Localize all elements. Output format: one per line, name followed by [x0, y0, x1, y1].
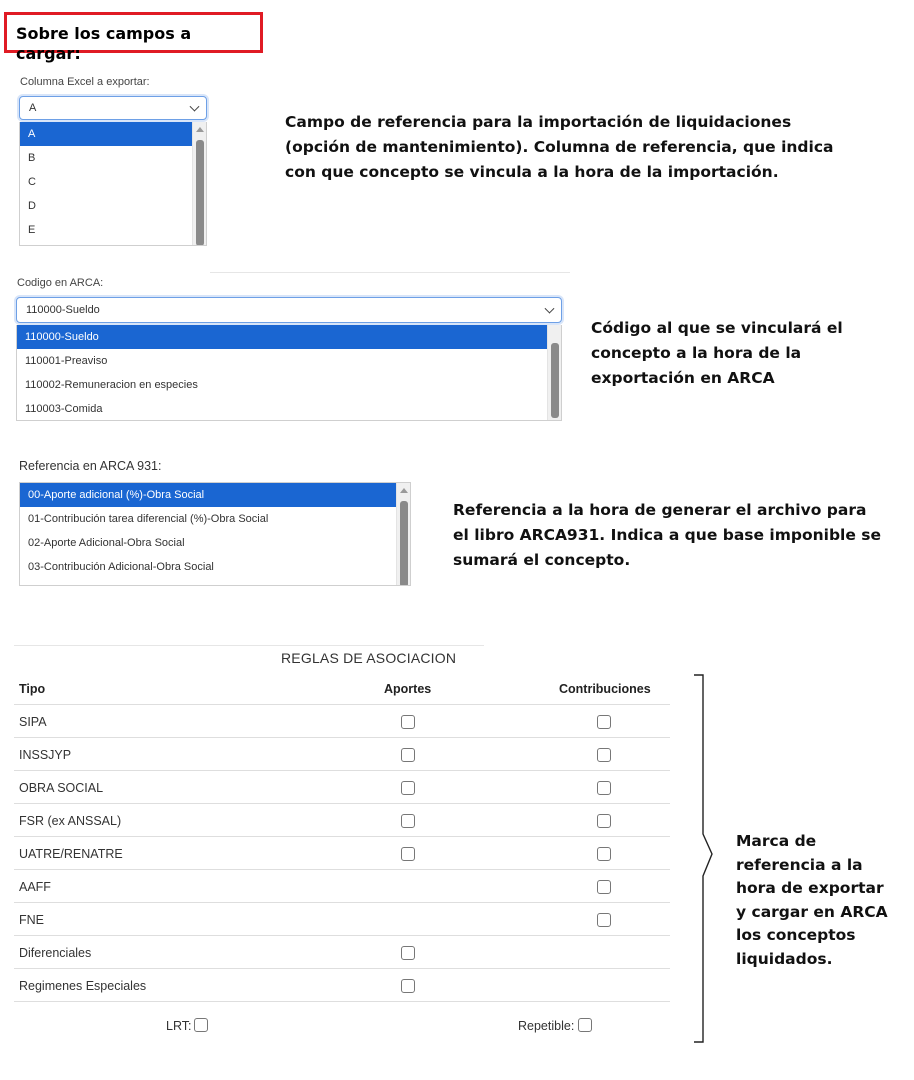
ref931-option[interactable]: 00-Aporte adicional (%)-Obra Social	[20, 483, 396, 507]
rule-type-label: Regimenes Especiales	[19, 979, 147, 993]
annotation-line: Código al que se vinculará el	[591, 319, 843, 337]
arca-option[interactable]: 110001-Preaviso	[25, 355, 108, 367]
arca-code-listbox[interactable]	[16, 325, 562, 421]
header-contribuciones: Contribuciones	[559, 682, 651, 696]
ref931-annotation	[453, 498, 893, 573]
chevron-down-icon	[190, 102, 200, 112]
ref931-option[interactable]: 01-Contribución tarea diferencial (%)-Obra Social	[28, 513, 269, 525]
rules-annotation	[736, 830, 911, 971]
excel-column-listbox[interactable]	[19, 122, 207, 246]
annotation-line: el libro ARCA931. Indica a que base imponible se	[453, 526, 882, 544]
title-box	[4, 12, 263, 63]
contribuciones-checkbox[interactable]	[597, 913, 611, 927]
arca-annotation	[591, 316, 891, 391]
aportes-checkbox[interactable]	[401, 748, 415, 762]
aportes-checkbox[interactable]	[401, 814, 415, 828]
row-divider	[14, 836, 670, 837]
arca-option[interactable]: 110002-Remuneracion en especies	[25, 379, 198, 391]
divider	[210, 272, 570, 273]
row-divider	[14, 704, 670, 705]
annotation-line: hora de exportar	[736, 879, 884, 897]
annotation-line: Marca de	[736, 832, 817, 850]
rule-type-label: FNE	[19, 913, 44, 927]
annotation-line: Referencia a la hora de generar el archivo para	[453, 501, 867, 519]
annotation-line: concepto a la hora de la	[591, 344, 802, 362]
row-divider	[14, 869, 670, 870]
aportes-checkbox[interactable]	[401, 781, 415, 795]
lrt-label: LRT:	[166, 1019, 192, 1033]
contribuciones-checkbox[interactable]	[597, 748, 611, 762]
arca-code-selected-value: 110000-Sueldo	[26, 304, 100, 316]
page-title: Sobre los campos a cargar:	[16, 24, 192, 63]
annotation-line: exportación en ARCA	[591, 369, 775, 387]
header-aportes: Aportes	[384, 682, 432, 696]
rule-type-label: UATRE/RENATRE	[19, 847, 123, 861]
contribuciones-checkbox[interactable]	[597, 781, 611, 795]
arca-scrollbar[interactable]	[547, 325, 561, 421]
annotation-line: con que concepto se vincula a la hora de la importación.	[285, 163, 779, 181]
annotation-line: y cargar en ARCA	[736, 902, 888, 921]
annotation-line: (opción de mantenimiento). Columna de referencia, que indica	[285, 138, 834, 156]
excel-annotation	[285, 110, 885, 185]
arca-option[interactable]: 110003-Comida	[25, 403, 103, 415]
rule-type-label: INSSJYP	[19, 748, 72, 762]
scrollbar-thumb[interactable]	[400, 501, 408, 586]
arca-code-select[interactable]	[16, 297, 562, 323]
rule-type-label: SIPA	[19, 715, 47, 729]
aportes-checkbox[interactable]	[401, 715, 415, 729]
excel-option[interactable]: B	[28, 152, 36, 164]
ref931-option[interactable]: 02-Aporte Adicional-Obra Social	[28, 537, 185, 549]
repetible-label: Repetible:	[518, 1019, 575, 1033]
row-divider	[14, 803, 670, 804]
aportes-checkbox[interactable]	[401, 946, 415, 960]
row-divider	[14, 968, 670, 969]
brace-icon	[690, 672, 720, 1048]
contribuciones-checkbox[interactable]	[597, 814, 611, 828]
lrt-checkbox[interactable]	[194, 1018, 208, 1032]
arca-code-label: Codigo en ARCA:	[17, 277, 104, 289]
rule-type-label: AAFF	[19, 880, 51, 894]
annotation-line: liquidados.	[736, 949, 833, 968]
header-tipo: Tipo	[19, 682, 46, 696]
divider	[14, 645, 484, 646]
row-divider	[14, 935, 670, 936]
annotation-line: sumará el concepto.	[453, 551, 631, 569]
scroll-up-arrow-icon[interactable]	[196, 127, 204, 132]
excel-column-label: Columna Excel a exportar:	[20, 76, 150, 88]
ref931-scrollbar[interactable]	[396, 483, 410, 586]
scrollbar-thumb[interactable]	[551, 343, 559, 418]
contribuciones-checkbox[interactable]	[597, 880, 611, 894]
row-divider	[14, 1001, 670, 1002]
contribuciones-checkbox[interactable]	[597, 847, 611, 861]
excel-column-select[interactable]	[19, 96, 207, 120]
chevron-down-icon	[545, 304, 555, 314]
row-divider	[14, 770, 670, 771]
contribuciones-checkbox[interactable]	[597, 715, 611, 729]
aportes-checkbox[interactable]	[401, 847, 415, 861]
repetible-checkbox[interactable]	[578, 1018, 592, 1032]
annotation-line: Campo de referencia para la importación de liquidaciones	[285, 113, 792, 131]
annotation-line: los conceptos	[736, 926, 856, 944]
rule-type-label: FSR (ex ANSSAL)	[19, 814, 122, 828]
excel-scrollbar[interactable]	[192, 122, 206, 246]
rule-type-label: Diferenciales	[19, 946, 92, 960]
excel-option[interactable]: A	[20, 122, 192, 146]
arca-option[interactable]: 110000-Sueldo	[17, 325, 547, 349]
excel-option[interactable]: D	[28, 200, 36, 212]
excel-option[interactable]: C	[28, 176, 36, 188]
rules-title: REGLAS DE ASOCIACION	[281, 650, 457, 666]
row-divider	[14, 902, 670, 903]
ref931-listbox[interactable]	[19, 482, 411, 586]
aportes-checkbox[interactable]	[401, 979, 415, 993]
excel-option[interactable]: E	[28, 224, 36, 236]
ref931-label: Referencia en ARCA 931:	[19, 459, 162, 473]
row-divider	[14, 737, 670, 738]
excel-column-selected-value: A	[29, 102, 37, 114]
ref931-option[interactable]: 03-Contribución Adicional-Obra Social	[28, 561, 214, 573]
annotation-line: referencia a la	[736, 855, 863, 874]
scroll-up-arrow-icon[interactable]	[400, 488, 408, 493]
scrollbar-thumb[interactable]	[196, 140, 204, 246]
rule-type-label: OBRA SOCIAL	[19, 781, 104, 795]
